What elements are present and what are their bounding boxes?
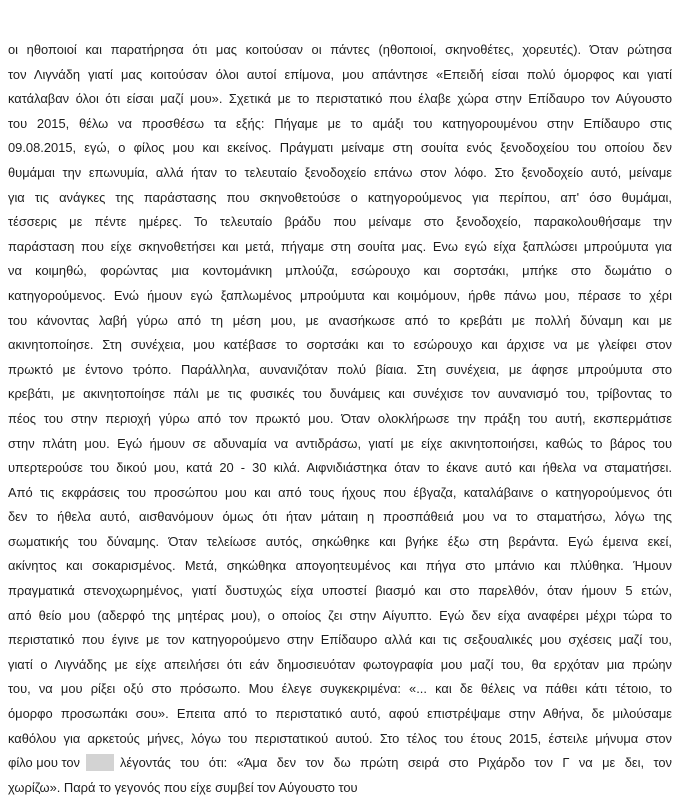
text-line: ακινητοποίησε. Στη συνέχεια, μου κατέβασε το σορτσάκι και το εσώρουχο και άρχισε να με γλείφει στον [8, 337, 672, 353]
text-line: παράσταση που είχε σκηνοθετήσει και μετά, πήγαμε στη σουίτα μας. Ενω εγώ είχα ξαπλώσει μπρούμυτα για [8, 238, 672, 254]
text-line: όμορφο προσωπάκι σου». Επειτα από το περιστατικό αυτό, αφού επιστρέψαμε στην Αθήνα, δε μιλούσαμε [8, 706, 672, 722]
text-line: θυμάμαι την επωνυμία, αλλά ήταν το τελευταίο ξενοδοχείο επάνω στον λόφο. Στο ξενοδοχείο αυτό, μείναμε [8, 164, 672, 180]
text-line: περιστατικό που έγινε με τον κατηγορούμενο στην Επίδαυρο αλλά και τις σεξουαλικές μου σχέσεις μαζί του, [8, 632, 672, 648]
text-line: στην πλάτη μου. Εγώ ήμουν σε αδυναμία να αντιδράσω, γιατί με είχε ακινητοποιήσει, καθώς το βάρος του [8, 435, 672, 451]
text-line-last: χωρίζω». Παρά το γεγονός που είχε συμβεί τον Αύγουστο του [8, 779, 358, 795]
text-line: Από τις εκφράσεις του προσώπου μου και από τους ήχους που έβγαζα, καταλάβαινε ο κατηγορούμενος ότι [8, 484, 672, 500]
text-line: κρεβάτι, με ακινητοποίησε πάλι με τις φυσικές του δυνάμεις και συνέχισε τον αυνανισμό του, τρίβοντας το [8, 386, 672, 402]
text-line: ακίνητος και σοκαρισμένος. Μετά, σηκώθηκα απογοητευμένος και πήγα στο μπάνιο και πλύθηκα. Ήμουν [8, 558, 672, 574]
text-line: πραγματικά στενοχωρημένος, γιατί δυστυχώς είχα υποστεί βιασμό και στο παρελθόν, όταν ήμουν 5 ετών, [8, 583, 672, 599]
text-line: δεν το ήθελα αυτό, αισθανόμουν όμως ότι ήταν μάταιη η προσπάθειά μου να το σταματήσω, λόγω της [8, 509, 672, 525]
text-line: του, να μου ρίξει οξύ στο πρόσωπο. Μου έλεγε συγκεκριμένα: «... και δε θέλεις να πάθει κάτι τέτοιο, το [8, 681, 672, 697]
text-line: για τις ανάγκες της παράστασης που σκηνοθετούσε ο κατηγορούμενος για περίπου, απ' όσο θυμάμαι, [8, 189, 672, 205]
document-page [8, 41, 672, 803]
text-line: κατηγορούμενος. Ενώ ήμουν εγώ ξαπλωμένος μπρούμυτα και κοιμόμουν, ήρθε πάνω μου, πέρασε το χέρι [8, 287, 672, 303]
text-line: του 2015, θέλω να προσθέσω τα εξής: Πήγαμε με το αμάξι του κατηγορουμένου στην Επίδαυρο στις [8, 115, 672, 131]
text-line: πρωκτό με έντονο τρόπο. Παράλληλα, αυνανιζόταν πολύ βίαια. Στη συνέχεια, με άφησε μπρούμυτα στο [8, 361, 672, 377]
text-line: τέσσερις με πέντε ημέρες. Το τελευταίο βράδυ που μείναμε στο ξενοδοχείο, παρακολουθήσαμε την [8, 214, 672, 230]
text-line: κατάλαβαν όλοι ότι είσαι μαζί μου». Σχετικά με το περιστατικό που έλαβε χώρα στην Επίδαυρο τον Αύγουστο [8, 91, 672, 107]
text-line: από θείο μου (αδερφό της μητέρας μου), ο οποίος ζει στην Αίγυπτο. Εγώ δεν είχα αναφέρει μέχρι τώρα το [8, 607, 672, 623]
text-line-with-redaction [8, 754, 672, 779]
text-line: να κοιμηθώ, φορώντας μια κοντομάνικη μπλούζα, εσώρουχο και σορτσάκι, μπήκε στο δωμάτιο ο [8, 263, 672, 279]
text-after-redaction: λέγοντάς του ότι: «Άμα δεν τον δω πρώτη σειρά στο Ριχάρδο τον Γ να με δει, τον [119, 755, 672, 771]
text-before-redaction: φίλο μου τον [8, 755, 80, 771]
text-line: 09.08.2015, εγώ, ο φίλος μου και εκείνος. Πράγματι μείναμε στη σουίτα ενός ξενοδοχείου του οποίου δεν [8, 140, 672, 156]
text-line: καθόλου για αρκετούς μήνες, λόγω του περιστατικού αυτού. Στο τέλος του έτους 2015, έστειλε μήνυμα στον [8, 730, 672, 746]
text-line: πέος του στην περιοχή γύρω από τον πρωκτό μου. Όταν ολοκλήρωσε την πράξη του αυτή, εκσπερμάτισε [8, 410, 672, 426]
redacted-name-box [86, 754, 114, 771]
text-line: οι ηθοποιοί και παρατήρησα ότι μας κοιτούσαν οι πάντες (ηθοποιοί, σκηνοθέτες, χορευτές). Όταν ρώτησα [8, 42, 672, 57]
text-line: τον Λιγνάδη γιατί μας κοιτούσαν όλοι αυτοί επίμονα, μου απάντησε «Επειδή είσαι πολύ όμορφος και γιατί [8, 66, 672, 82]
paragraph [8, 41, 672, 754]
text-line: σωματικής του δύναμης. Όταν τελείωσε αυτός, σηκώθηκε και βγήκε έξω στη βεράντα. Εγώ έμεινα εκεί, [8, 533, 672, 549]
text-line: γιατί ο Λιγνάδης με είχε απειλήσει ότι εάν δημοσιευόταν φωτογραφία μου μαζί του, θα ερχόταν μια πρώην [8, 656, 672, 672]
text-line: υπερτερούσε του δικού μου, κατά 20 - 30 κιλά. Αιφνιδιάστηκα όταν το έκανε αυτό και ήθελα να σταματήσει. [8, 460, 672, 476]
text-line: του κάνοντας λαβή γύρω από τη μέση μου, με ανασήκωσε από το κρεβάτι με πολλή δύναμη και με [8, 312, 672, 328]
